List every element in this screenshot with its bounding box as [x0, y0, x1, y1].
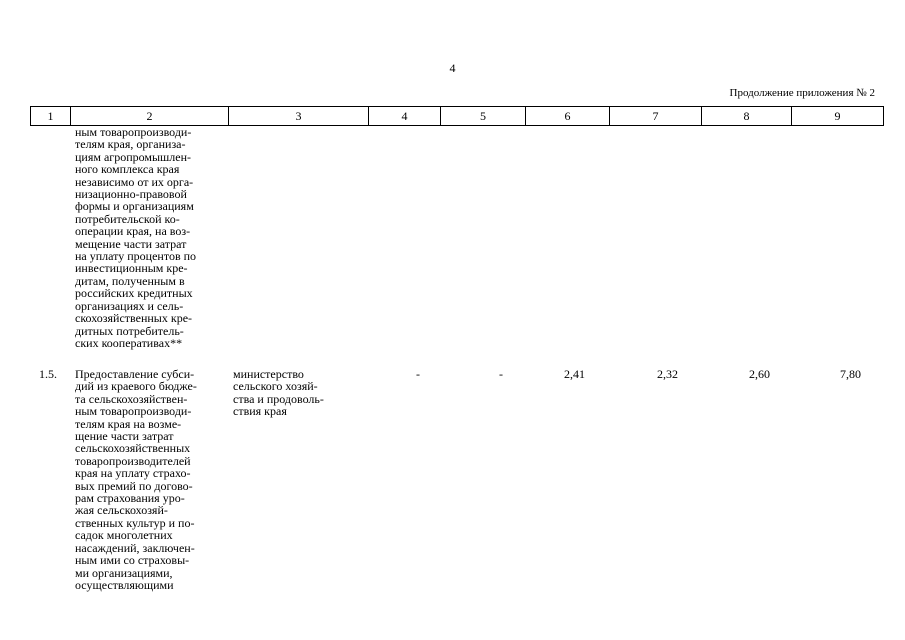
column-header: 8: [702, 107, 792, 126]
text-line: ственных культур и по-: [75, 515, 195, 530]
text-line: операции края, на воз-: [75, 224, 191, 239]
text-line: рам страхования уро-: [75, 491, 185, 506]
text-line: насаждений, заключен-: [75, 540, 195, 555]
text-line: министерство: [233, 367, 304, 381]
text-line: ми организациями,: [75, 565, 173, 580]
text-line: организациях и сель-: [75, 298, 184, 313]
value-col4: -: [416, 367, 420, 381]
text-line: дий из краевого бюдже-: [75, 379, 197, 394]
column-header-row: [31, 107, 884, 126]
text-line: ствия края: [233, 404, 287, 419]
value-col5: -: [499, 367, 503, 381]
text-line: ских кооперативах**: [75, 335, 183, 350]
text-line: потребительской ко-: [75, 211, 180, 226]
prev-row-description: [75, 126, 230, 349]
page-number: 4: [449, 61, 456, 75]
column-header: 9: [792, 107, 884, 126]
value-col9: 7,80: [840, 367, 861, 381]
column-header: 7: [610, 107, 702, 126]
text-line: товаропроизводителей: [75, 453, 191, 468]
text-line: ства и продоволь-: [233, 391, 324, 406]
text-line: инвестиционным кре-: [75, 261, 188, 276]
column-header: 6: [526, 107, 610, 126]
text-line: щение части затрат: [75, 429, 174, 444]
text-line: ного комплекса края: [75, 162, 180, 177]
value-col7: 2,32: [657, 367, 678, 381]
value-col6: 2,41: [564, 367, 585, 381]
column-header: 4: [369, 107, 441, 126]
text-line: дитам, полученным в: [75, 273, 185, 288]
column-header: 5: [441, 107, 526, 126]
text-line: сельскохозяйственных: [75, 441, 191, 456]
continuation-label: Продолжение приложения № 2: [729, 87, 875, 99]
text-line: циям агропромышлен-: [75, 149, 192, 164]
text-line: российских кредитных: [75, 286, 193, 301]
column-header: 1: [31, 107, 71, 126]
text-line: скохозяйственных кре-: [75, 311, 193, 326]
row-executor: [233, 368, 373, 418]
column-header: 2: [71, 107, 229, 126]
text-line: формы и организациям: [75, 199, 194, 214]
text-line: на уплату процентов по: [75, 249, 197, 264]
text-line: осуществляющими: [75, 577, 174, 592]
text-line: вых премий по догово-: [75, 478, 193, 493]
text-line: та сельскохозяйствен-: [75, 391, 188, 406]
text-line: низационно-правовой: [75, 187, 187, 202]
row-description: [75, 368, 230, 591]
column-header-table: [30, 106, 884, 126]
text-line: Предоставление субси-: [75, 367, 195, 381]
text-line: садок многолетних: [75, 528, 173, 543]
column-header: 3: [229, 107, 369, 126]
text-line: телям края на возме-: [75, 416, 182, 431]
text-line: дитных потребитель-: [75, 323, 184, 338]
text-line: края на уплату страхо-: [75, 466, 191, 481]
value-col8: 2,60: [749, 367, 770, 381]
text-line: телям края, организа-: [75, 137, 186, 152]
text-line: ным товаропроизводи-: [75, 125, 192, 139]
text-line: жая сельскохозяй-: [75, 503, 168, 518]
text-line: независимо от их орга-: [75, 174, 194, 189]
text-line: сельского хозяй-: [233, 379, 318, 394]
text-line: ным ими со страховы-: [75, 553, 190, 568]
row-number: 1.5.: [39, 367, 57, 381]
text-line: мещение части затрат: [75, 236, 187, 251]
text-line: ным товаропроизводи-: [75, 404, 192, 419]
